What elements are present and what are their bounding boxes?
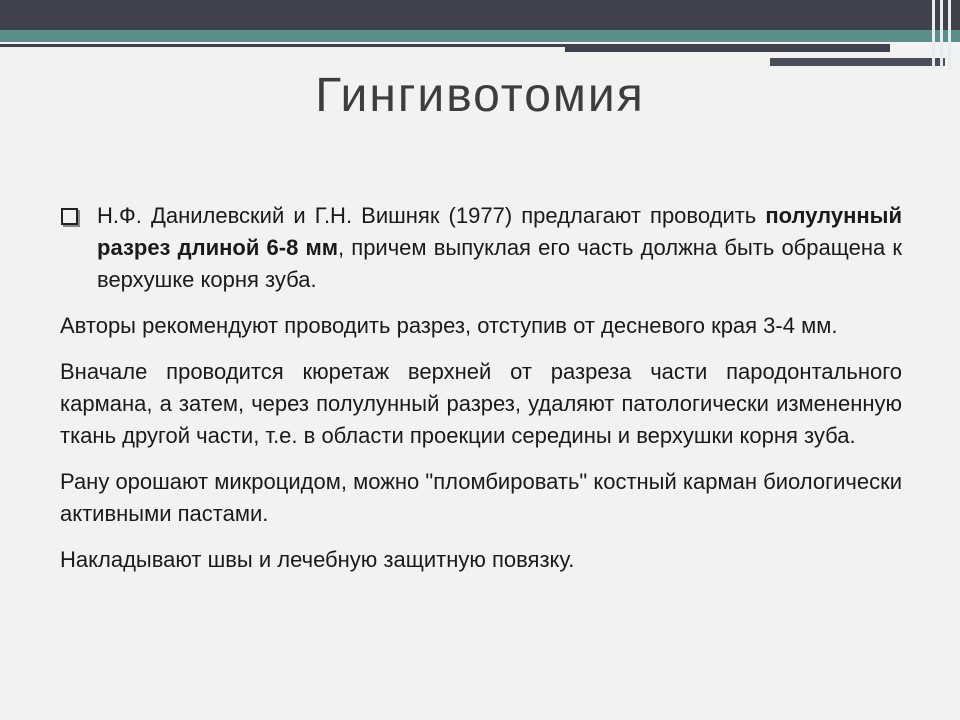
header-step-bar-lower (770, 58, 945, 66)
header-dark-band (0, 0, 960, 30)
header-thin-line (0, 44, 565, 47)
bullet-text-bold: полулунный разрез длиной 6-8 мм (97, 203, 902, 260)
header-step-bar (565, 44, 890, 52)
bullet-item (60, 200, 902, 296)
bullet-text-start: Н.Ф. Данилевский и Г.Н. Вишняк (1977) предлагают проводить (97, 203, 766, 228)
paragraph-curettage: Вначале проводится кюретаж верхней от разреза части пародонтального кармана, а затем, через полулунный разрез, удаляют патологически измененную ткань другой части, т.е. в области проекции середины и верхушки корня зуба. (60, 359, 902, 448)
slide-title: Гингивотомия (315, 69, 645, 122)
header-right-stripes (928, 0, 960, 70)
bullet-text-end: , причем выпуклая его часть должна быть обращена к верхушке корня зуба. (97, 235, 903, 292)
paragraph-authors: Авторы рекомендуют проводить разрез, отступив от десневого края 3-4 мм. (60, 313, 838, 338)
paragraph-sutures: Накладывают швы и лечебную защитную повязку. (60, 547, 575, 572)
slide-body (60, 200, 902, 590)
square-bullet-icon (61, 208, 78, 225)
header-teal-band (0, 30, 960, 42)
paragraph-wound: Рану орошают микроцидом, можно "пломбировать" костный карман биологически активными пастами. (60, 469, 902, 526)
